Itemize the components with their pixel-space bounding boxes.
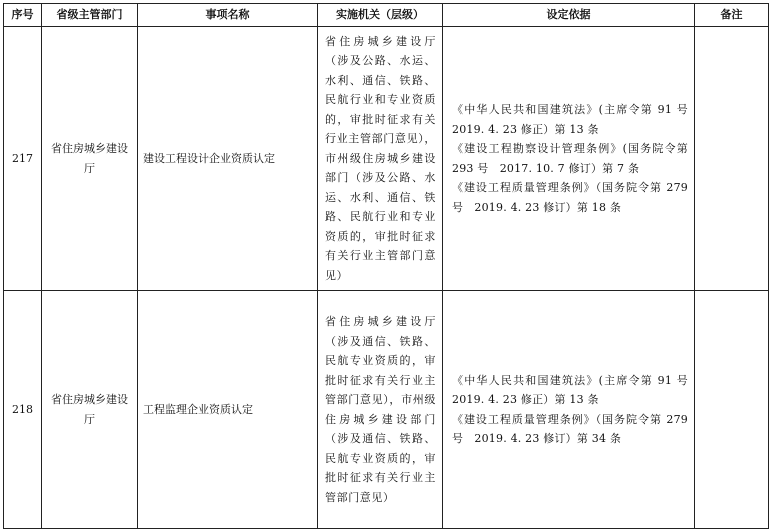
row-item-name: 工程监理企业资质认定: [138, 291, 318, 529]
header-dept: 省级主管部门: [42, 4, 138, 27]
row-note: [695, 27, 769, 291]
row-implementing-org: 省住房城乡建设厅（涉及公路、水运、水利、通信、铁路、民航行业和专业资质的，审批时征求有关行业主管部门意见），市州级住房城乡建设部门（涉及公路、水运、水利、通信、铁路、民航行业和专业资质的，审批时征求有关行业主管部门意见）: [318, 27, 443, 291]
header-basis: 设定依据: [443, 4, 695, 27]
header-row: [4, 4, 769, 27]
header-item: 事项名称: [138, 4, 318, 27]
basis-line: 《中华人民共和国建筑法》(主席令第 91 号 2019. 4. 23 修正）第 13 条: [452, 373, 688, 406]
approval-items-table: [3, 3, 769, 529]
row-number: 217: [4, 27, 42, 291]
header-org: 实施机关（层级）: [318, 4, 443, 27]
row-item-name: 建设工程设计企业资质认定: [138, 27, 318, 291]
row-legal-basis: [443, 291, 695, 529]
row-number: 218: [4, 291, 42, 529]
table-row: [4, 291, 769, 529]
header-note: 备注: [695, 4, 769, 27]
row-implementing-org: 省住房城乡建设厅（涉及通信、铁路、民航专业资质的，审批时征求有关行业主管部门意见），市州级住房城乡建设部门（涉及通信、铁路、民航专业资质的，审批时征求有关行业主管部门意见）: [318, 291, 443, 529]
table-row: [4, 27, 769, 291]
header-no: 序号: [4, 4, 42, 27]
basis-line: 《中华人民共和国建筑法》(主席令第 91 号 2019. 4. 23 修正）第 13 条: [452, 103, 688, 136]
row-dept: 省住房城乡建设厅: [42, 27, 138, 291]
row-legal-basis: [443, 27, 695, 291]
basis-line: 《建设工程勘察设计管理条例》(国务院令第 293 号 2017. 10. 7 修订）第 7 条: [452, 142, 688, 175]
row-note: [695, 291, 769, 529]
basis-line: 《建设工程质量管理条例》（国务院令第 279 号 2019. 4. 23 修订）第 18 条: [452, 181, 688, 214]
row-dept: 省住房城乡建设厅: [42, 291, 138, 529]
basis-line: 《建设工程质量管理条例》（国务院令第 279 号 2019. 4. 23 修订）第 34 条: [452, 412, 688, 445]
